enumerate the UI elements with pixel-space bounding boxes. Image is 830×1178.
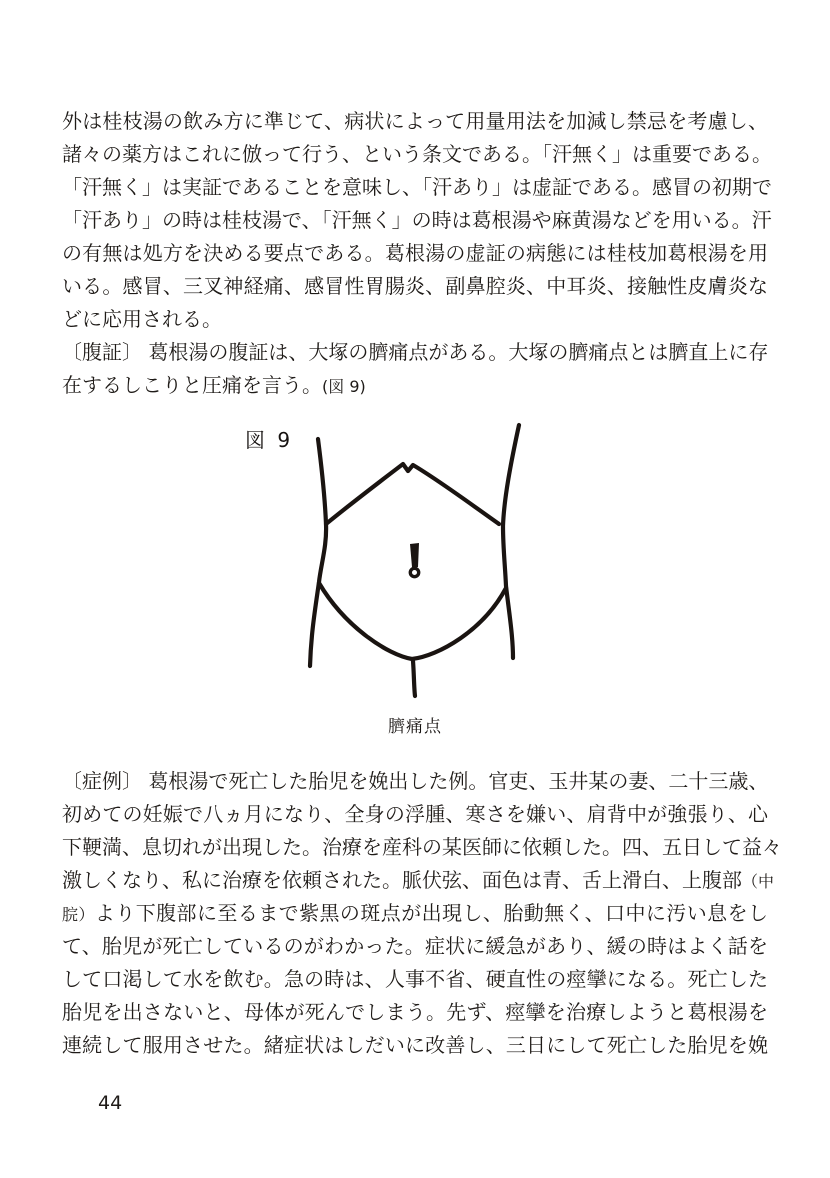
navel-circle bbox=[410, 568, 418, 576]
page-body-text bbox=[62, 105, 782, 1062]
shorei-line5-text: より下腹部に至るまで紫黒の斑点が出現し、胎動無く、口中に汚い息をし bbox=[94, 901, 768, 925]
shorei-line5-small: 脘） bbox=[62, 905, 95, 924]
text-line: して口渇して水を飲む。急の時は、人事不省、硬直性の痙攣になる。死亡した bbox=[62, 967, 768, 991]
fukusho-line2-text: 在するしこりと圧痛を言う。 bbox=[62, 373, 322, 397]
figure-caption: 臍痛点 bbox=[388, 717, 442, 737]
ribcage-line bbox=[326, 464, 499, 524]
paragraph-kakkonto-usage bbox=[62, 105, 772, 336]
right-flank-line bbox=[503, 425, 519, 658]
text-line: どに応用される。 bbox=[62, 307, 222, 331]
text-line: いる。感冒、三叉神経痛、感冒性胃腸炎、副鼻腔炎、中耳炎、接触性皮膚炎な bbox=[62, 274, 768, 298]
text-line bbox=[62, 369, 768, 402]
text-line: の有無は処方を決める要点である。葛根湯の虚証の病態には桂枝加葛根湯を用 bbox=[62, 241, 768, 265]
figure-label: 図 9 bbox=[245, 428, 294, 452]
marker-bar bbox=[410, 543, 419, 567]
text-line: 〔症例〕 葛根湯で死亡した胎児を娩出した例。官吏、玉井某の妻、二十三歳、 bbox=[62, 769, 769, 793]
text-line: 下鞕満、息切れが出現した。治療を産科の某医師に依頼した。四、五日して益々 bbox=[62, 835, 782, 859]
paragraph-shorei bbox=[62, 765, 782, 1062]
text-line: 外は桂枝湯の飲み方に準じて、病状によって用量用法を加減し禁忌を考慮し、 bbox=[62, 109, 768, 133]
figure-9-block bbox=[62, 402, 768, 765]
shorei-line4-text: 激しくなり、私に治療を依頼された。脈伏弦、面色は青、舌上滑白、上腹部 bbox=[62, 868, 742, 892]
text-line: 連続して服用させた。緒症状はしだいに改善し、三日にして死亡した胎児を娩 bbox=[62, 1033, 768, 1057]
navel-pain-point-marker bbox=[410, 543, 419, 577]
figure-reference: (図 9) bbox=[322, 377, 366, 396]
text-line: 諸々の薬方はこれに倣って行う、という条文である。「汗無く」は重要である。 bbox=[62, 142, 772, 166]
groin-line bbox=[319, 583, 506, 659]
abdomen-figure bbox=[300, 422, 530, 712]
text-line: 〔腹証〕 葛根湯の腹証は、大塚の臍痛点がある。大塚の臍痛点とは臍直上に存 bbox=[62, 340, 769, 364]
text-line: 初めての妊娠で八ヵ月になり、全身の浮腫、寒さを嫌い、肩背中が強張り、心 bbox=[62, 802, 768, 826]
text-line bbox=[62, 897, 768, 930]
left-flank-line bbox=[310, 439, 326, 666]
text-line: 胎児を出さないと、母体が死んでしまう。先ず、痙攣を治療しようと葛根湯を bbox=[62, 1000, 768, 1024]
text-line bbox=[62, 864, 775, 897]
pubic-midline bbox=[413, 661, 415, 696]
text-line: 「汗あり」の時は桂枝湯で、「汗無く」の時は葛根湯や麻黄湯などを用いる。汗 bbox=[62, 208, 772, 232]
text-line: て、胎児が死亡しているのがわかった。症状に緩急があり、緩の時はよく話を bbox=[62, 934, 768, 958]
page-number: 44 bbox=[98, 1092, 123, 1114]
paragraph-fukusho bbox=[62, 336, 768, 402]
text-line: 「汗無く」は実証であることを意味し、「汗あり」は虚証である。感冒の初期で bbox=[62, 175, 772, 199]
shorei-line4-small: （中 bbox=[742, 872, 775, 891]
